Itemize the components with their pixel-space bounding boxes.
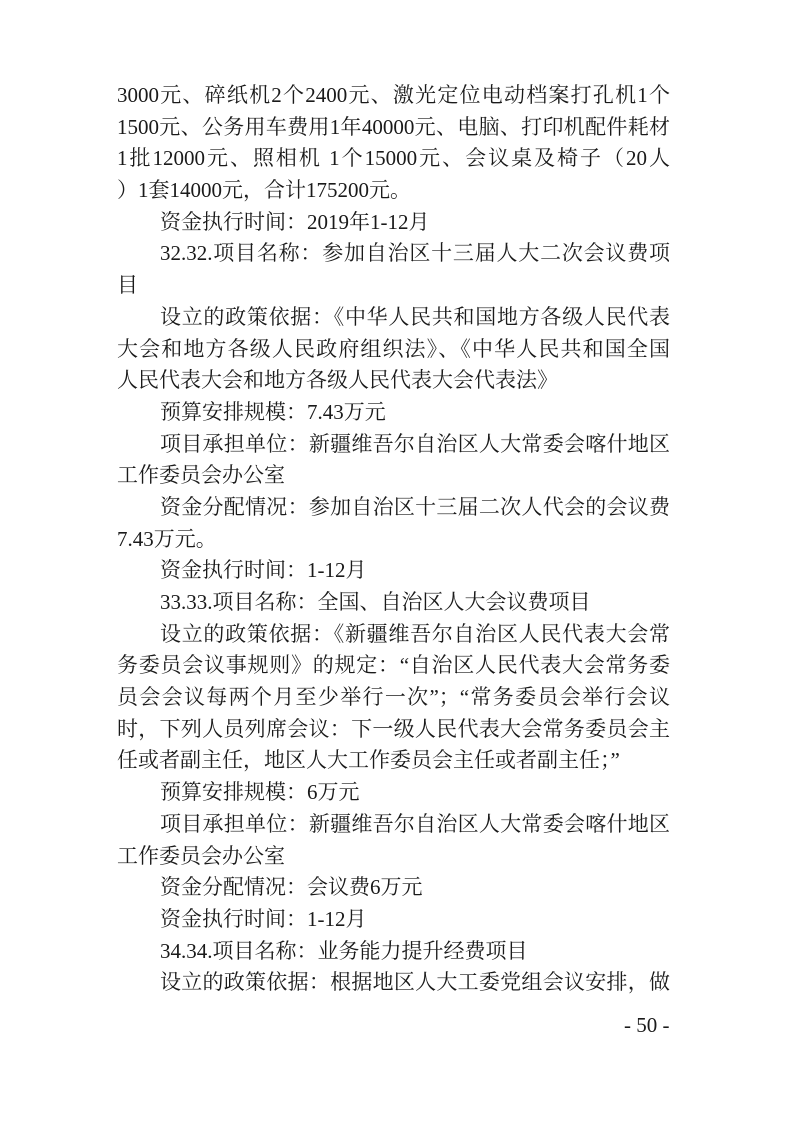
- document-body: [117, 80, 670, 999]
- text-line: 33.33.项目名称：全国、自治区人大会议费项目: [160, 590, 591, 614]
- text-line: 资金执行时间：2019年1-12月: [160, 209, 430, 234]
- text-line: ）1套14000元，合计175200元。: [117, 178, 411, 203]
- text-line: 工作委员会办公室: [117, 463, 285, 488]
- paragraph-project-33-policy-basis: [117, 619, 670, 777]
- text-line: 预算安排规模：6万元: [160, 780, 360, 805]
- text-line: 资金分配情况：参加自治区十三届二次人代会的会议费: [160, 494, 670, 519]
- paragraph-project-33-unit: [117, 809, 670, 872]
- paragraph-project-33-budget: [117, 777, 670, 809]
- text-line: 任或者副主任，地区人大工作委员会主任或者副主任；”: [117, 748, 620, 773]
- text-line: 32.32.项目名称：参加自治区十三届人大二次会议费项: [160, 241, 670, 266]
- paragraph-project-32-budget: [117, 397, 670, 429]
- paragraph-project-32-unit: [117, 429, 670, 492]
- text-line: 项目承担单位：新疆维吾尔自治区人大常委会喀什地区: [160, 431, 670, 456]
- text-line: 工作委员会办公室: [117, 843, 285, 868]
- text-line: 1500元、公务用车费用1年40000元、电脑、打印机配件耗材: [117, 114, 670, 139]
- page-number: - 50 -: [624, 1013, 670, 1037]
- paragraph-project-32-title: [117, 238, 670, 301]
- text-line: 3000元、碎纸机2个2400元、激光定位电动档案打孔机1个: [117, 83, 670, 107]
- paragraph-execution-time: [117, 207, 670, 239]
- paragraph-equipment-list-continued: [117, 80, 670, 207]
- text-line: 预算安排规模：7.43万元: [160, 399, 386, 424]
- paragraph-project-33-execution-time: [117, 904, 670, 936]
- paragraph-project-33-allocation: [117, 872, 670, 904]
- text-line: 大会和地方各级人民政府组织法》、《中华人民共和国全国: [117, 336, 670, 361]
- paragraph-project-34-policy-basis: [117, 967, 670, 999]
- text-line: 设立的政策依据：根据地区人大工委党组会议安排，做: [160, 970, 670, 995]
- text-line: 设立的政策依据：《中华人民共和国地方各级人民代表: [160, 304, 670, 329]
- text-line: 设立的政策依据：《新疆维吾尔自治区人民代表大会常: [160, 621, 670, 646]
- text-line: 资金分配情况：会议费6万元: [160, 875, 423, 900]
- text-line: 人民代表大会和地方各级人民代表大会代表法》: [117, 368, 558, 393]
- text-line: 员会会议每两个月至少举行一次”；“常务委员会举行会议: [117, 685, 670, 710]
- text-line: 1批12000元、照相机 1个15000元、会议桌及椅子（20人: [117, 146, 670, 171]
- paragraph-project-32-allocation: [117, 492, 670, 555]
- paragraph-project-34-title: [117, 936, 670, 968]
- text-line: 目: [117, 273, 138, 298]
- paragraph-project-33-title: [117, 587, 670, 619]
- text-line: 34.34.项目名称：业务能力提升经费项目: [160, 938, 528, 963]
- text-line: 资金执行时间：1-12月: [160, 906, 367, 931]
- text-line: 务委员会议事规则》的规定：“自治区人民代表大会常务委: [117, 653, 670, 678]
- text-line: 资金执行时间：1-12月: [160, 558, 367, 583]
- text-line: 7.43万元。: [117, 526, 217, 551]
- text-line: 时，下列人员列席会议：下一级人民代表大会常务委员会主: [117, 716, 670, 741]
- paragraph-project-32-policy-basis: [117, 302, 670, 397]
- text-line: 项目承担单位：新疆维吾尔自治区人大常委会喀什地区: [160, 811, 670, 836]
- paragraph-project-32-execution-time: [117, 555, 670, 587]
